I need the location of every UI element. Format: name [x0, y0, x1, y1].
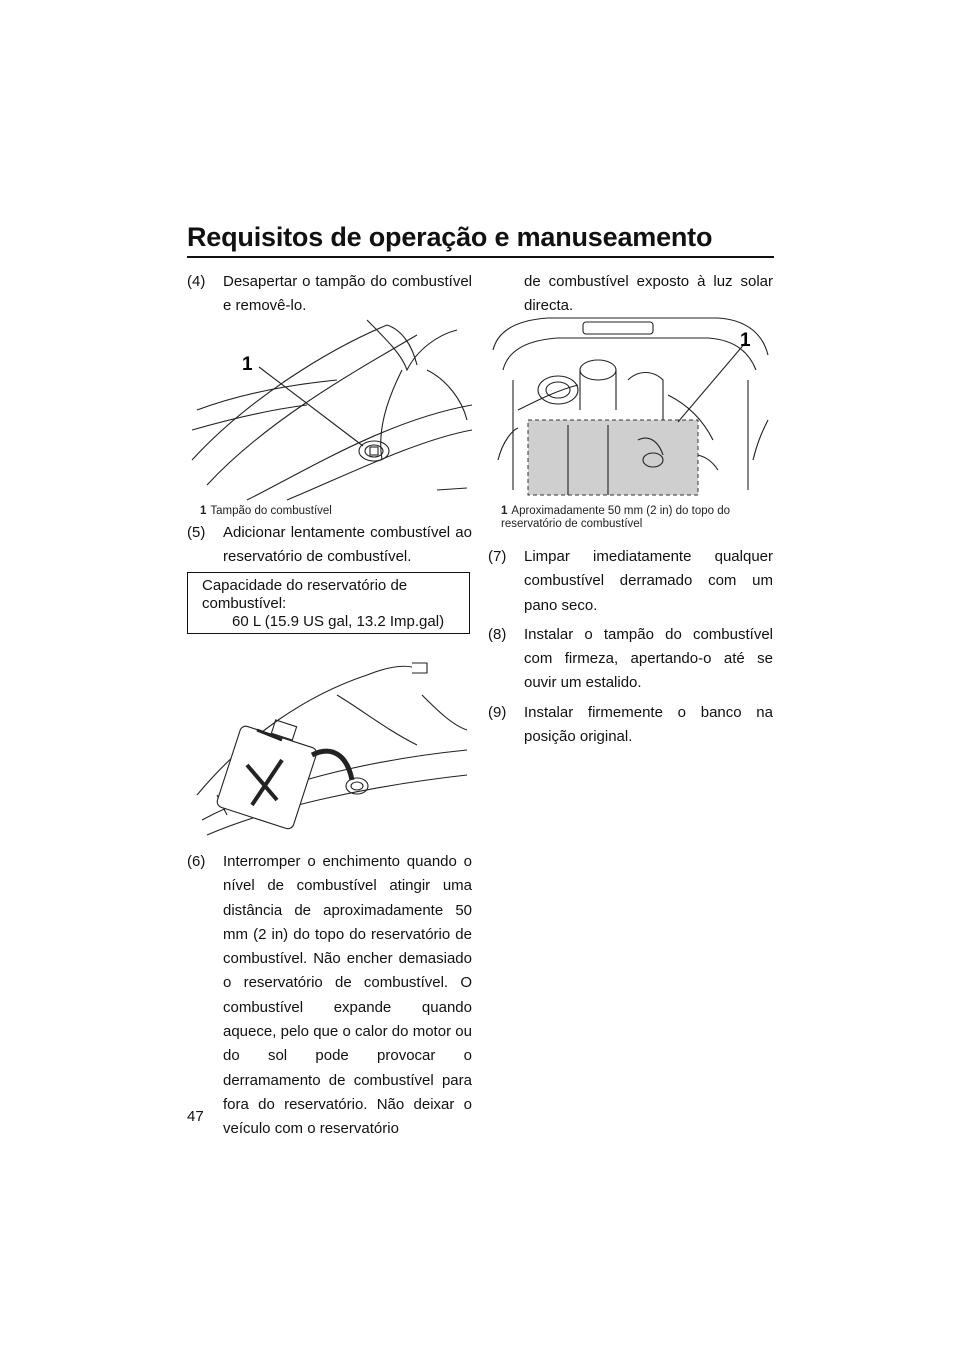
step-number: (5)	[187, 524, 206, 541]
caption-text: Aproximadamente 50 mm (2 in) do topo do reservatório de combustível	[501, 505, 731, 530]
callout-1: 1	[242, 354, 253, 375]
caption-number: 1	[501, 505, 508, 517]
fuel-cap-illustration	[187, 310, 472, 502]
fuel-capacity-spec-box	[187, 572, 470, 634]
figure-caption-3	[501, 505, 771, 531]
left-column-step6	[187, 850, 472, 1142]
step-9	[488, 701, 773, 750]
page-title: Requisitos de operação e manuseamento	[187, 222, 713, 252]
step-text: Interromper o enchimento quando o nível de combustível atingir uma distância de aproximadamente 50 mm (2 in) do topo do reservatório de combustível. Não encher demasiado o reservatório de combustível. O combustível expande quando aquece, pelo que o calor do motor ou do sol pode provocar o derramamento de combustível para fora do reservatório. Não deixar o veículo com o reservatório	[223, 853, 472, 1138]
spec-value: 60 L (15.9 US gal, 13.2 Imp.gal)	[232, 613, 445, 630]
fuel-tank-level-illustration	[488, 310, 773, 502]
step-number: (9)	[488, 703, 507, 721]
step-7	[488, 545, 773, 618]
spec-label: Capacidade do reservatório de combustível:	[202, 577, 408, 612]
left-column-step5	[187, 521, 472, 570]
step-5	[187, 521, 472, 570]
right-column-steps	[488, 545, 773, 749]
step-text: Adicionar lentamente combustível ao reservatório de combustível.	[223, 524, 472, 566]
step-8	[488, 623, 773, 696]
figure-caption-1	[200, 505, 332, 518]
title-rule	[187, 256, 774, 258]
step-number: (7)	[488, 548, 507, 565]
refueling-illustration	[187, 655, 472, 840]
step-number: (6)	[187, 853, 206, 870]
step-number: (8)	[488, 625, 507, 643]
step-text: Limpar imediatamente qualquer combustível derramado com um pano seco.	[524, 548, 773, 614]
step-text: Desapertar o tampão do combustível e removê-lo.	[223, 273, 472, 315]
step-text: Instalar o tampão do combustível com firmeza, apertando-o até se ouvir um estalido.	[524, 625, 773, 692]
step-text: Instalar firmemente o banco na posição original.	[524, 703, 773, 746]
step-6-continued: de combustível exposto à luz solar directa.	[524, 273, 773, 315]
caption-number: 1	[200, 505, 207, 517]
step-6	[187, 850, 472, 1142]
callout-1: 1	[740, 330, 751, 351]
step-number: (4)	[187, 273, 206, 290]
caption-text: Tampão do combustível	[210, 505, 332, 517]
page-number: 47	[187, 1108, 204, 1125]
